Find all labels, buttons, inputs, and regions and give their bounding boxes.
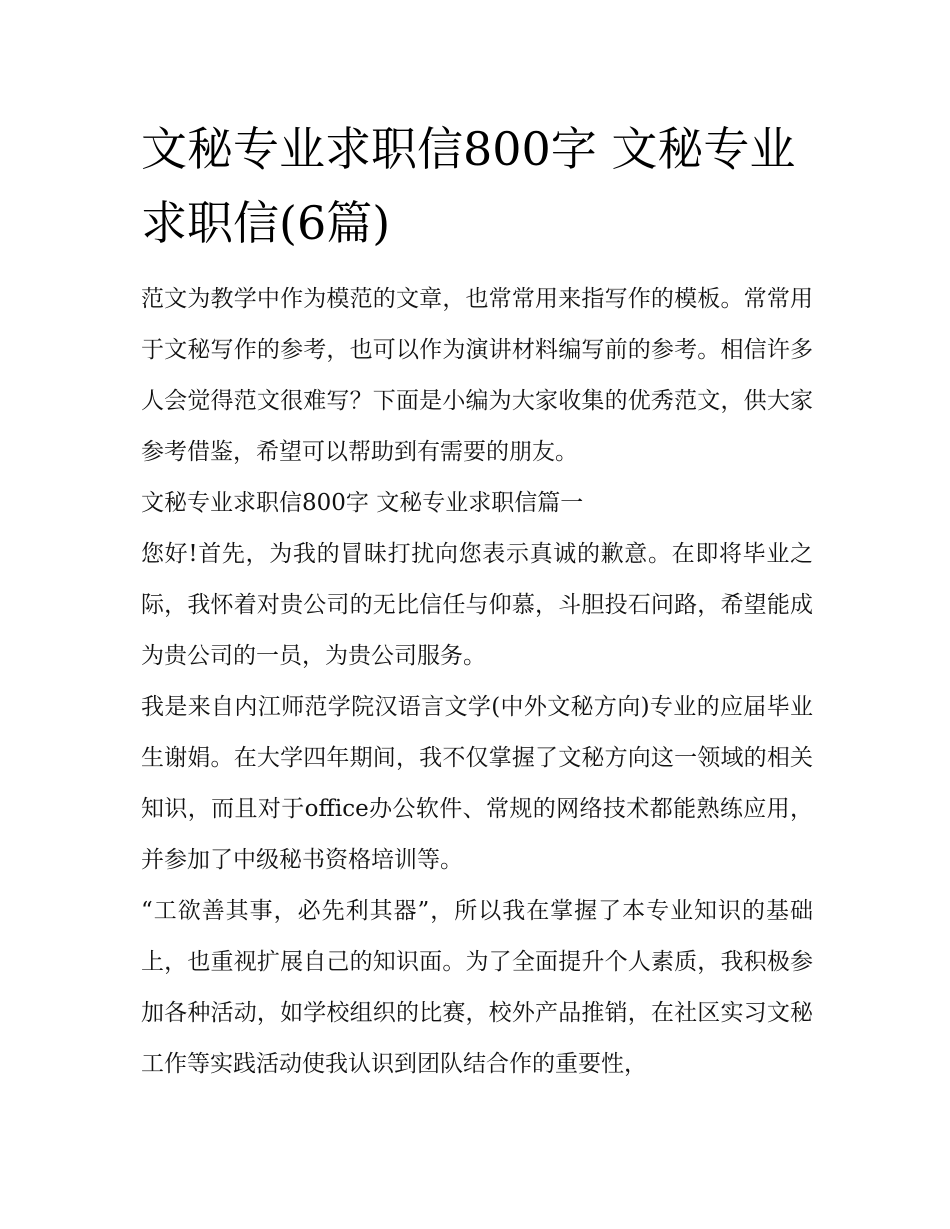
section-heading: 文秘专业求职信800字 文秘专业求职信篇一 <box>141 490 584 516</box>
document-title: 文秘专业求职信800字 文秘专业求职信(6篇) <box>141 122 796 250</box>
body-paragraph-background: 我是来自内江师范学院汉语言文学(中外文秘方向)专业的应届毕业生谢娟。在大学四年期间，我不仅掌握了文秘方向这一领域的相关知识，而且对于office办公软件、常规的网络技术都能熟练应用，并参加了中级秘书资格培训等。 <box>141 694 813 873</box>
intro-paragraph: 范文为教学中作为模范的文章，也常常用来指写作的模板。常常用于文秘写作的参考，也可以作为演讲材料编写前的参考。相信许多人会觉得范文很难写？下面是小编为大家收集的优秀范文，供大家参考借鉴，希望可以帮助到有需要的朋友。 <box>141 286 813 465</box>
document-body <box>141 112 813 1090</box>
body-paragraph-greeting: 您好!首先，为我的冒昧打扰向您表示真诚的歉意。在即将毕业之际，我怀着对贵公司的无比信任与仰慕，斗胆投石问路，希望能成为贵公司的一员，为贵公司服务。 <box>141 541 813 669</box>
body-paragraph-activities: “工欲善其事，必先利其器”，所以我在掌握了本专业知识的基础上，也重视扩展自己的知识面。为了全面提升个人素质，我积极参加各种活动，如学校组织的比赛，校外产品推销，在社区实习文秘工作等实践活动使我认识到团队结合作的重要性， <box>141 898 813 1077</box>
